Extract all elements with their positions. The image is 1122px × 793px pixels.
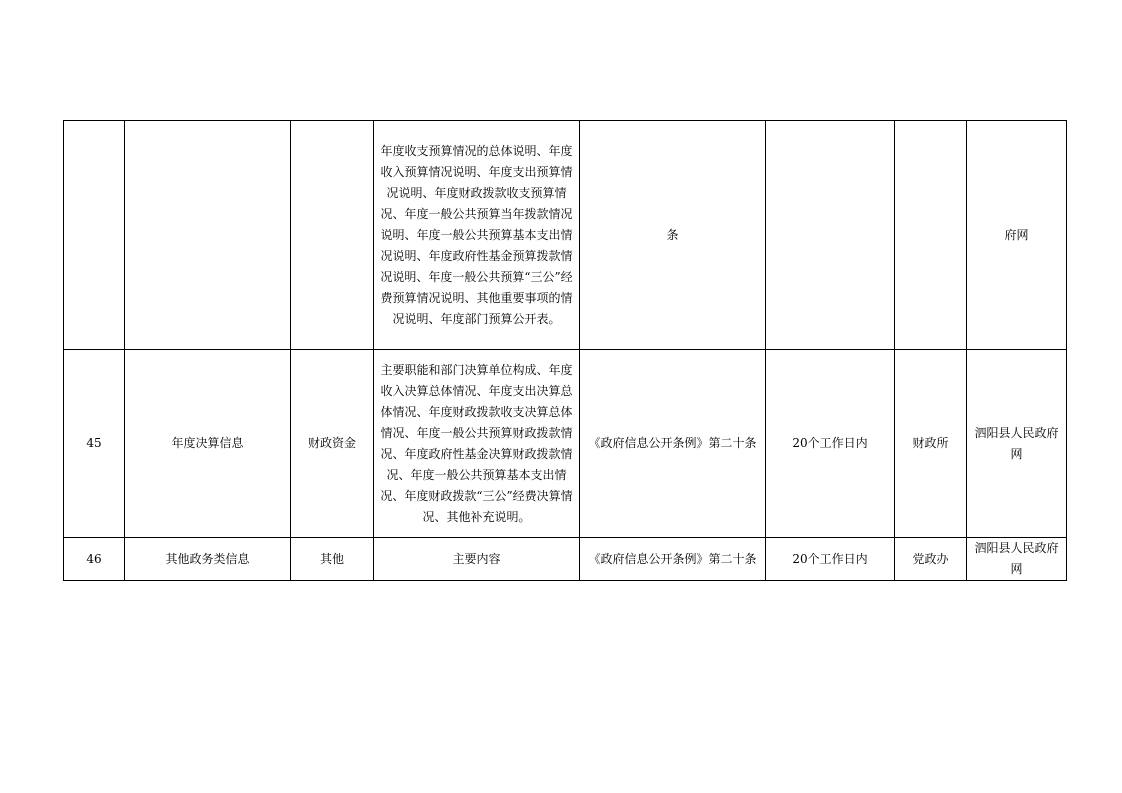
item-cell: 年度决算信息 [125, 350, 291, 538]
department-cell: 财政所 [895, 350, 967, 538]
table-row [64, 121, 1067, 350]
basis-cell: 《政府信息公开条例》第二十条 [580, 350, 766, 538]
disclosure-table [63, 120, 1067, 581]
row-number-cell: 45 [64, 350, 125, 538]
basis-text: 条 [666, 227, 679, 242]
row-number-cell: 46 [64, 538, 125, 581]
time-limit-cell: 20个工作日内 [766, 350, 895, 538]
channel-cell [967, 121, 1067, 350]
row-number-cell [64, 121, 125, 350]
channel-text: 府网 [1004, 227, 1029, 242]
category-cell [291, 121, 374, 350]
content-cell: 主要职能和部门决算单位构成、年度收入决算总体情况、年度支出决算总体情况、年度财政拨款收支决算总体情况、年度一般公共预算财政拨款情况、年度政府性基金决算财政拨款情况、年度一般公共预算基本支出情况、年度财政拨款“三公”经费决算情况、其他补充说明。 [374, 350, 580, 538]
table-row [64, 538, 1067, 581]
item-cell: 其他政务类信息 [125, 538, 291, 581]
category-cell: 其他 [291, 538, 374, 581]
item-cell [125, 121, 291, 350]
content-cell: 主要内容 [374, 538, 580, 581]
table-row [64, 350, 1067, 538]
category-cell: 财政资金 [291, 350, 374, 538]
department-cell [895, 121, 967, 350]
channel-cell: 泗阳县人民政府网 [967, 538, 1067, 581]
time-limit-cell: 20个工作日内 [766, 538, 895, 581]
content-text: 年度收支预算情况的总体说明、年度收入预算情况说明、年度支出预算情况说明、年度财政拨款收支预算情况、年度一般公共预算当年拨款情况说明、年度一般公共预算基本支出情况说明、年度政府性基金预算拨款情况说明、年度一般公共预算“三公”经费预算情况说明、其他重要事项的情况说明、年度部门预算公开表。 [380, 143, 573, 326]
basis-cell: 《政府信息公开条例》第二十条 [580, 538, 766, 581]
department-cell: 党政办 [895, 538, 967, 581]
content-cell [374, 121, 580, 350]
basis-cell [580, 121, 766, 350]
channel-cell: 泗阳县人民政府网 [967, 350, 1067, 538]
time-limit-cell [766, 121, 895, 350]
